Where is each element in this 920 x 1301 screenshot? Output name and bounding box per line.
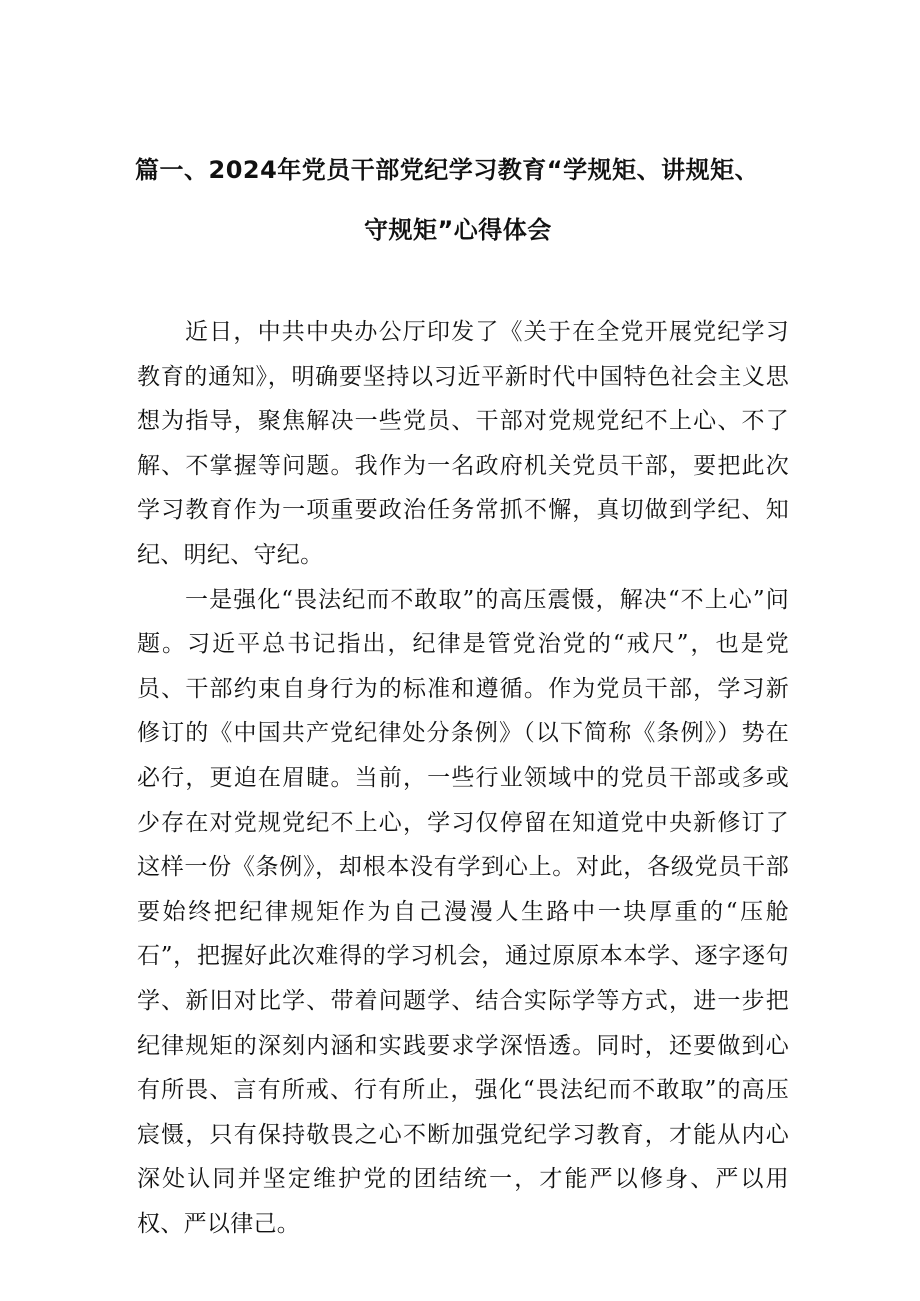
document-title-line-1: 篇一、2024年党员干部党纪学习教育“学规矩、讲规矩、: [135, 156, 760, 184]
document-body: [137, 310, 789, 1246]
paragraph-intro: 近日，中共中央办公厅印发了《关于在全党开展党纪学习教育的通知》，明确要坚持以习近平新时代中国特色社会主义思想为指导，聚焦解决一些党员、干部对党规党纪不上心、不了解、不掌握等问题。我作为一名政府机关党员干部，要把此次学习教育作为一项重要政治任务常抓不懈，真切做到学纪、知纪、明纪、守纪。: [137, 319, 789, 568]
document-title-line-2: 守规矩”心得体会: [364, 216, 552, 244]
paragraph-point-one: 一是强化“畏法纪而不敢取”的高压震慑，解决“不上心”问题。习近平总书记指出，纪律是管党治党的“戒尺”，也是党员、干部约束自身行为的标准和遵循。作为党员干部，学习新修订的《中国共产党纪律处分条例》（以下简称《条例》）势在必行，更迫在眉睫。当前，一些行业领域中的党员干部或多或少存在对党规党纪不上心，学习仅停留在知道党中央新修订了这样一份《条例》，却根本没有学到心上。对此，各级党员干部要始终把纪律规矩作为自己漫漫人生路中一块厚重的“压舱石”，把握好此次难得的学习机会，通过原原本本学、逐字逐句学、新旧对比学、带着问题学、结合实际学等方式，进一步把纪律规矩的深刻内涵和实践要求学深悟透。同时，还要做到心有所畏、言有所戒、行有所止，强化“畏法纪而不敢取”的高压宸慑，只有保持敬畏之心不断加强党纪学习教育，才能从内心深处认同并坚定维护党的团结统一，才能严以修身、严以用权、严以律己。: [137, 586, 789, 1237]
